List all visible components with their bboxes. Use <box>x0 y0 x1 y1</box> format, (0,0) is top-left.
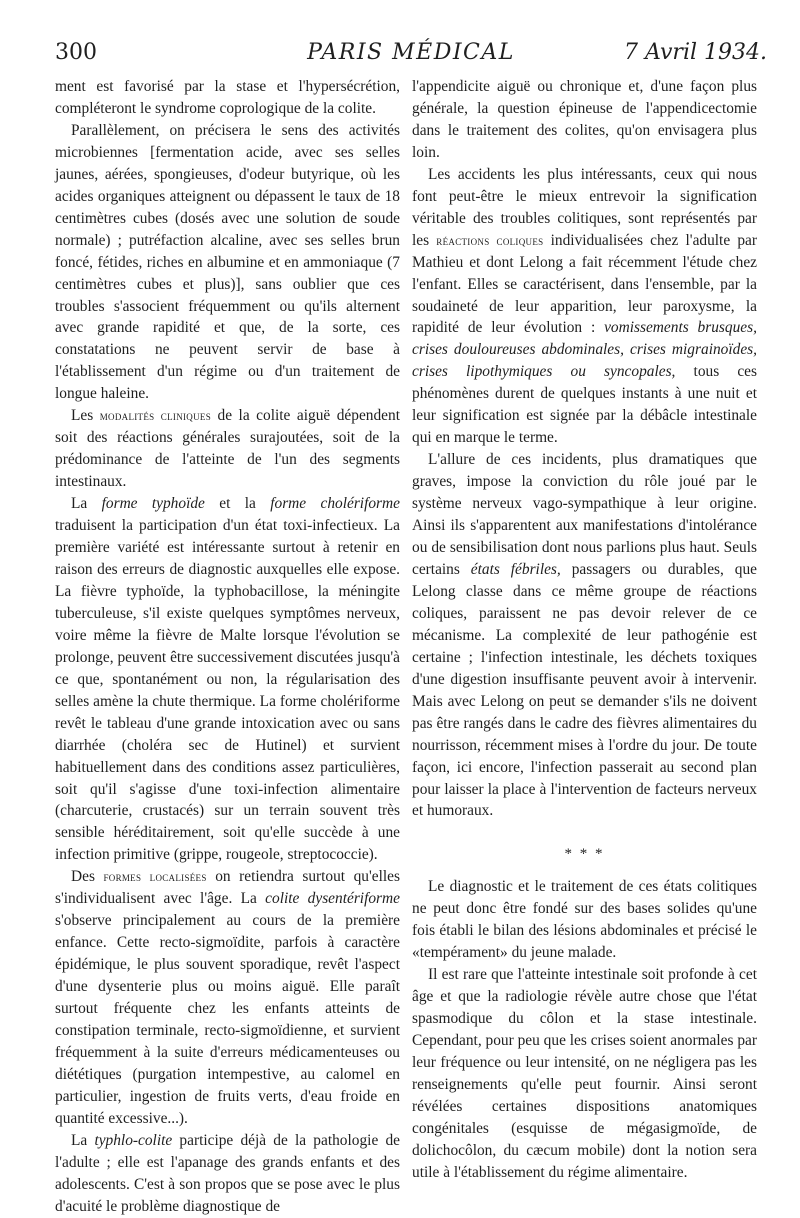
paragraph: La forme typhoïde et la forme cholériforme traduisent la participation d'un état toxi-infectieux. La première variété est intéressante surtout à retenir en raison des erreurs de diagnostic auxquelles elle expose. La fièvre typhoïde, la typhobacillose, la méningite tuberculeuse, s'il existe quelques symptômes nerveux, voire même la fièvre de Malte lorsque l'évolution se prolonge, peuvent être successivement discutées jusqu'à ce que, spontanément ou non, la régularisation des selles amène la chute thermique. La forme cholériforme revêt le tableau d'une grande intoxication avec ou sans diarrhée (choléra sec de Hutinel) et survient habituellement dans des conditions assez particulières, soit qu'il s'agisse d'une toxi-infection alimentaire (charcuterie, crustacés) sur un terrain souvent très sensible héréditairement, soit qu'elle succède à une infection primitive (grippe, rougeole, streptococcie). <box>55 495 400 864</box>
italic-term: colite dysentériforme <box>265 890 400 908</box>
paragraph: La typhlo-colite participe déjà de la pathologie de l'adulte ; elle est l'apanage des grands enfants et des adolescents. C'est à son propos que se pose avec le plus d'acuité le problème diagnostique de <box>55 1131 400 1215</box>
italic-term: vomissements brusques, crises douloureuses abdominales, crises migrainoïdes, crises lipothymiques ou syncopales, <box>412 319 757 381</box>
paragraph: Parallèlement, on précisera le sens des activités microbiennes [fermentation acide, avec ses selles jaunes, aérées, spongieuses, d'odeur butyrique, où les acides organiques atteignent ou dépassent le taux de 18 centimètres cubes (dosés avec une solution de soude normale) ; putréfaction alcaline, avec ses selles brun foncé, fétides, riches en albumine et en ammoniaque (7 centimètres cubes et plus)], sans oublier que ces troubles s'associent fréquemment ou qu'ils alternent avec grande rapidité et que, de la sorte, ces constatations ne peuvent servir de base à l'établissement d'un régime ou d'un traitement de longue haleine. <box>55 121 400 403</box>
issue-date: 7 Avril 1934. <box>624 40 767 65</box>
page-header <box>55 40 767 74</box>
paragraph: Des formes localisées on retiendra surtout qu'elles s'individualisent avec l'âge. La colite dysentériforme s'observe principalement au cours de la première enfance. Cette recto-sigmoïdite, parfois à caractère épidémique, le plus souvent sporadique, revêt l'aspect d'une dysenterie plus ou moins aiguë. Elle paraît surtout fréquente chez les enfants atteints de constipation terminale, recto-sigmoïdienne, et survient fréquemment à la suite d'erreurs médicamenteuses ou diététiques (purgation intempestive, au calomel en particulier, ingestion de fruits verts, d'eau froide en quantité excessive...). <box>55 868 400 1127</box>
page-number: 300 <box>55 40 97 65</box>
right-column <box>412 76 757 1184</box>
italic-term: états fébriles, <box>470 560 561 578</box>
small-caps-term: formes localisées <box>103 869 207 885</box>
paragraph: l'appendicite aiguë ou chronique et, d'une façon plus générale, la question épineuse de l'appendicectomie dans le traitement des colites, qu'on envisagera plus loin. <box>412 78 757 161</box>
paragraph: ment est favorisé par la stase et l'hypersécrétion, compléteront le syndrome coprologique de la colite. <box>55 78 400 117</box>
paragraph: L'allure de ces incidents, plus dramatiques que graves, impose la conviction du rôle joué par le système nerveux vago-sympathique à leur origine. Ainsi ils s'apparentent aux manifestations d'intolérance ou de sensibilisation dont nous parlions plus haut. Seuls certains états fébriles, passagers ou durables, que Lelong classe dans ce même groupe de réactions coliques, paraissent ne pas devoir relever de ce mécanisme. La complexité de leur pathogénie est certaine ; l'infection intestinale, les déchets toxiques d'une digestion insuffisante peuvent avoir à intervenir. Mais avec Lelong on peut se demander s'ils ne doivent pas être rangés dans le cadre des fièvres alimentaires du nourrisson, récemment mises à l'ordre du jour. De toute façon, ici encore, l'infection passerait au second plan pour laisser la place à l'intervention de facteurs nerveux et humoraux. <box>412 451 758 820</box>
italic-term: forme typhoïde <box>101 495 205 513</box>
left-column <box>55 76 400 1218</box>
paragraph: Le diagnostic et le traitement de ces états colitiques ne peut donc être fondé sur des bases solides qu'une fois établi le bilan des lésions abdominales et précisé le «tempérament» du jeune malade. <box>412 878 757 962</box>
small-caps-term: réactions coliques <box>436 232 544 248</box>
section-separator: * * * <box>564 846 605 863</box>
italic-term: typhlo-colite <box>94 1131 173 1149</box>
paragraph: Il est rare que l'atteinte intestinale soit profonde à cet âge et que la radiologie révèle autre chose que l'état spasmodique du côlon et la stase intestinale. Cependant, pour peu que les crises soient anormales par leur fréquence ou leur intensité, on ne négligera pas les renseignements qu'elle peut fournir. Ainsi seront révélées certaines dispositions anatomiques congénitales (esquisse de mégasigmoïde, de dolichocôlon, du cæcum mobile) dont la notion sera utile à l'établissement du régime alimentaire. <box>412 966 757 1181</box>
paragraph: Les modalités cliniques de la colite aiguë dépendent soit des réactions générales surajoutées, soit de la prédominance de l'atteinte de l'un des segments intestinaux. <box>55 407 400 491</box>
italic-term: forme cholériforme <box>270 495 400 513</box>
small-caps-term: modalités cliniques <box>99 408 211 424</box>
journal-title: PARIS MÉDICAL <box>307 40 515 65</box>
paragraph: Les accidents les plus intéressants, ceux qui nous font peut-être le mieux entrevoir la signification véritable des troubles colitiques, sont représentés par les réactions coliques individualisées chez l'adulte par Mathieu et dont Lelong a fait récemment l'étude chez l'enfant. Elles se caractérisent, dans l'ensemble, par la soudaineté de leur apparition, leur paroxysme, la rapidité de leur évolution : vomissements brusques, crises douloureuses abdominales, crises migrainoïdes, crises lipothymiques ou syncopales, tous ces phénomènes durent de quelques instants à une nuit et leur signification est signée par la débâcle intestinale qui en marque le terme. <box>412 165 758 447</box>
